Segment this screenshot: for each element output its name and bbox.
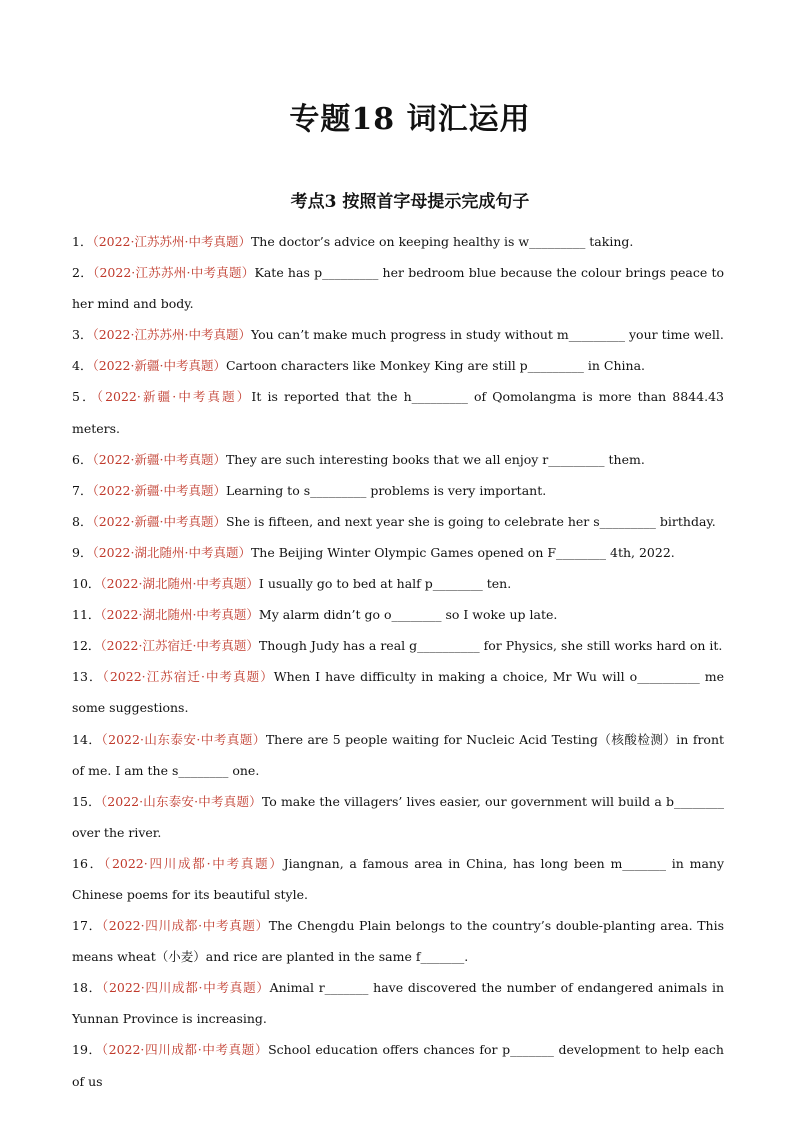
question-text: There are 5 people waiting for Nucleic Acid Testing（核酸检测）in front of me. I am the s________ one.: [72, 731, 725, 778]
question-item: [72, 568, 724, 599]
question-source: （2022·江苏苏州·中考真题）: [92, 265, 255, 281]
question-source: （2022·湖北随州·中考真题）: [100, 576, 259, 592]
question-source: （2022·新疆·中考真题）: [92, 482, 226, 498]
question-text: They are such interesting books that we all enjoy r_________ them.: [225, 451, 645, 467]
question-item: [72, 257, 724, 319]
question-text: You can’t make much progress in study without m_________ your time well.: [250, 327, 724, 343]
question-text: The doctor’s advice on keeping healthy is w_________ taking.: [250, 234, 634, 249]
question-text: Learning to s_________ problems is very important.: [225, 482, 547, 498]
question-number: 2．: [72, 265, 93, 281]
question-source: （2022·江苏宿迁·中考真题）: [102, 669, 274, 685]
question-item: [72, 724, 724, 786]
question-item: [72, 630, 724, 661]
question-source: （2022·湖北随州·中考真题）: [100, 607, 259, 623]
question-source: （2022·湖北随州·中考真题）: [92, 544, 251, 560]
page-title: 专题18 词汇运用: [289, 102, 531, 137]
question-text: Animal r_______ have discovered the number of endangered animals in Yunnan Province is increasing.: [72, 980, 725, 1027]
question-text: The Beijing Winter Olympic Games opened on F________ 4th, 2022.: [250, 544, 675, 560]
question-text: School education offers chances for p_______ development to help each of us: [72, 1042, 724, 1089]
question-item: [72, 444, 724, 475]
question-source: （2022·江苏苏州·中考真题）: [92, 327, 251, 343]
question-item: [72, 661, 724, 723]
question-source: （2022·山东泰安·中考真题）: [101, 731, 266, 747]
question-item: [72, 537, 724, 568]
question-source: （2022·新疆·中考真题）: [92, 451, 226, 467]
question-text: Kate has p_________ her bedroom blue because the colour brings peace to her mind and body.: [72, 265, 725, 312]
question-item: [72, 319, 724, 350]
question-number: 7．: [72, 482, 93, 498]
section-subtitle: 考点3 按照首字母提示完成句子: [290, 192, 530, 212]
question-number: 1．: [72, 234, 93, 249]
question-number: 9．: [72, 544, 93, 560]
question-item: [72, 972, 724, 1034]
question-number: 11．: [72, 607, 101, 623]
question-text: My alarm didn’t go o________ so I woke up late.: [258, 607, 558, 623]
question-text: Cartoon characters like Monkey King are still p_________ in China.: [225, 358, 645, 374]
question-item: [72, 910, 724, 972]
question-text: She is fifteen, and next year she is going to celebrate her s_________ birthday.: [225, 513, 716, 529]
question-item: [72, 599, 724, 630]
question-source: （2022·江苏苏州·中考真题）: [92, 234, 251, 249]
question-item: [72, 381, 724, 443]
question-source: （2022·山东泰安·中考真题）: [100, 793, 262, 809]
question-text: It is reported that the h_________ of Qomolangma is more than 8844.43 meters.: [72, 389, 724, 436]
question-number: 8．: [72, 513, 93, 529]
question-text: To make the villagers’ lives easier, our government will build a b________ over the river.: [72, 793, 725, 840]
question-number: 6．: [72, 451, 93, 467]
question-number: 12．: [72, 638, 101, 654]
question-number: 3．: [72, 327, 93, 343]
question-source: （2022·新疆·中考真题）: [92, 513, 226, 529]
question-number: 5．: [72, 389, 97, 405]
question-number: 10．: [72, 576, 101, 592]
question-item: [72, 1034, 724, 1096]
question-item: [72, 475, 724, 506]
question-number: 17．: [72, 918, 102, 934]
question-item: [72, 848, 724, 910]
question-text: The Chengdu Plain belongs to the country’s double-planting area. This means wheat（小麦）and rice are planted in the same f_______.: [72, 918, 725, 965]
question-source: （2022·四川成都·中考真题）: [101, 1042, 269, 1058]
question-source: （2022·江苏宿迁·中考真题）: [100, 638, 259, 654]
question-item: [72, 506, 724, 537]
question-number: 4．: [72, 358, 93, 374]
question-source: （2022·四川成都·中考真题）: [101, 918, 269, 934]
question-item: [72, 786, 724, 848]
question-text: Jiangnan, a famous area in China, has long been m_______ in many Chinese poems for its beautiful style.: [72, 855, 725, 902]
question-number: 14．: [72, 731, 102, 747]
question-source: （2022·新疆·中考真题）: [92, 358, 226, 374]
question-text: Though Judy has a real g__________ for Physics, she still works hard on it.: [258, 638, 723, 654]
question-list: [72, 226, 724, 1097]
question-text: When I have difficulty in making a choice, Mr Wu will o__________ me some suggestions.: [72, 669, 724, 716]
question-number: 18．: [72, 980, 102, 996]
question-number: 15．: [72, 793, 101, 809]
question-number: 19．: [72, 1042, 102, 1058]
question-source: （2022·四川成都·中考真题）: [101, 980, 270, 996]
question-number: 16．: [72, 855, 104, 871]
question-text: I usually go to bed at half p________ ten.: [258, 576, 512, 592]
question-item: [72, 350, 724, 381]
question-number: 13．: [72, 669, 103, 685]
question-item: [72, 226, 724, 257]
question-source: （2022·四川成都·中考真题）: [103, 855, 284, 871]
question-source: （2022·新疆·中考真题）: [96, 389, 252, 405]
